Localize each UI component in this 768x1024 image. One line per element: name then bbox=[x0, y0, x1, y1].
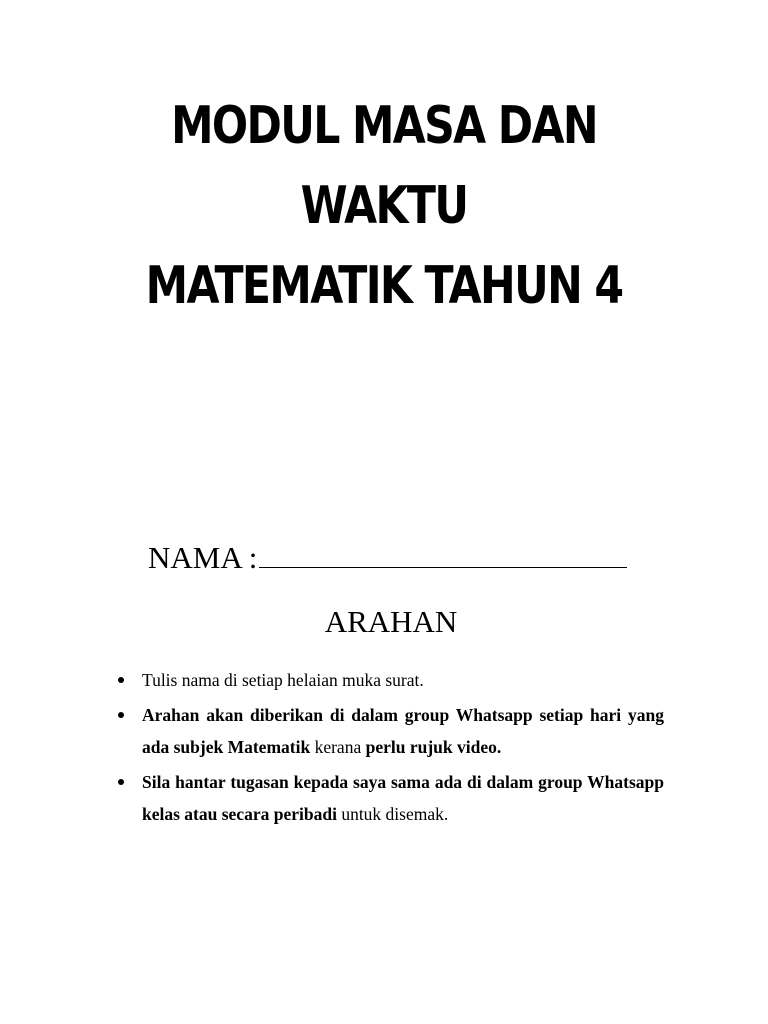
title-line-1: MODUL MASA DAN bbox=[171, 96, 597, 156]
section-heading: ARAHAN bbox=[324, 604, 458, 639]
name-blank-line[interactable] bbox=[259, 539, 627, 568]
name-field-row bbox=[148, 538, 627, 578]
bullet-icon bbox=[118, 677, 124, 683]
instruction-text-part: Arahan akan diberikan di dalam group Whatsapp setiap hari yang ada subjek Matematik bbox=[142, 705, 664, 757]
title-line-2: WAKTU bbox=[300, 176, 468, 236]
instruction-item bbox=[116, 766, 664, 830]
instruction-text bbox=[142, 772, 664, 824]
instruction-text bbox=[142, 670, 424, 690]
instruction-text-part: untuk disemak. bbox=[336, 804, 449, 824]
instruction-text bbox=[142, 705, 664, 757]
instructions-list bbox=[116, 664, 664, 833]
document-title bbox=[0, 86, 768, 326]
instruction-item bbox=[116, 699, 664, 763]
instruction-text-part: Tulis nama di setiap helaian muka surat. bbox=[142, 670, 424, 690]
bullet-icon bbox=[118, 779, 124, 785]
instruction-item bbox=[116, 664, 664, 696]
instruction-text-part: perlu rujuk video. bbox=[365, 737, 502, 757]
instruction-text-part: Sila hantar tugasan kepada saya sama ada di dalam group Whatsapp kelas atau secara peribadi bbox=[142, 772, 664, 824]
bullet-icon bbox=[118, 712, 124, 718]
instruction-text-part: kerana bbox=[310, 737, 366, 757]
title-line-3: MATEMATIK TAHUN 4 bbox=[145, 256, 623, 316]
name-label: NAMA : bbox=[148, 540, 258, 575]
